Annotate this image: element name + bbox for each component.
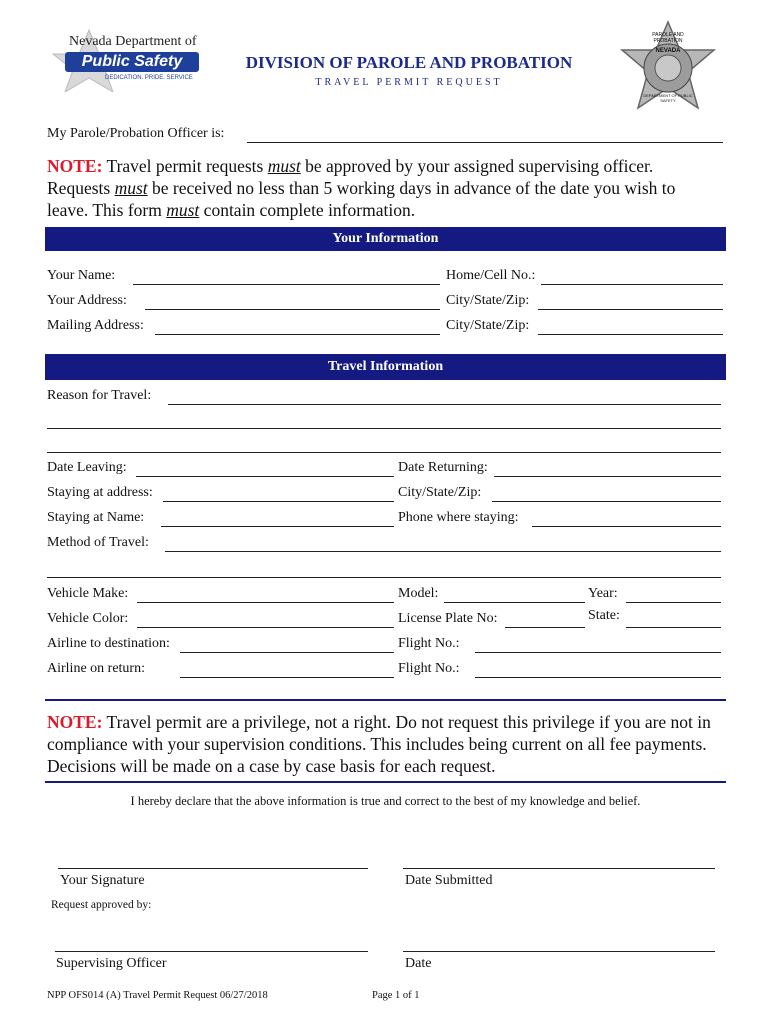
note-privilege: NOTE: Travel permit are a privilege, not a right. Do not request this privilege if you are not in compliance with your supervision conditions. This includes being current on all fee payments. Decisions will be made on a case by case basis for each request. xyxy=(47,712,711,776)
dps-logo xyxy=(45,28,205,92)
staying-address-label: Staying at address: xyxy=(47,485,153,500)
license-plate-label: License Plate No: xyxy=(398,611,498,626)
note-label: NOTE: xyxy=(47,156,103,176)
mailing-city-state-zip-field[interactable] xyxy=(538,334,723,335)
phone-staying-label: Phone where staying: xyxy=(398,510,519,525)
mailing-city-state-zip-label: City/State/Zip: xyxy=(446,318,530,333)
badge-bottom-text: DEPARTMENT OF PUBLIC SAFETY xyxy=(643,93,693,103)
flight-no-field[interactable] xyxy=(475,652,721,653)
mailing-address-field[interactable] xyxy=(155,334,440,335)
airline-destination-field[interactable] xyxy=(180,652,394,653)
state-field[interactable] xyxy=(626,627,721,628)
staying-name-field[interactable] xyxy=(161,526,394,527)
return-flight-no-field[interactable] xyxy=(475,677,721,678)
city-state-zip-label: City/State/Zip: xyxy=(446,293,530,308)
reason-field[interactable] xyxy=(168,404,721,405)
date-leaving-field[interactable] xyxy=(136,476,394,477)
staying-city-state-zip-field[interactable] xyxy=(492,501,721,502)
home-cell-field[interactable] xyxy=(541,284,723,285)
logo-top-text: Nevada Department of xyxy=(69,34,197,49)
page-number: Page 1 of 1 xyxy=(372,990,420,1001)
your-name-field[interactable] xyxy=(133,284,440,285)
date-submitted-field[interactable] xyxy=(403,868,715,869)
vehicle-color-label: Vehicle Color: xyxy=(47,611,129,626)
parole-badge xyxy=(618,20,718,118)
home-cell-label: Home/Cell No.: xyxy=(446,268,536,283)
airline-destination-label: Airline to destination: xyxy=(47,636,170,651)
supervising-officer-label: Supervising Officer xyxy=(56,956,167,971)
date-returning-field[interactable] xyxy=(494,476,721,477)
page-title: DIVISION OF PAROLE AND PROBATION xyxy=(245,53,573,72)
travel-information-header: Travel Information xyxy=(45,354,726,380)
mailing-address-label: Mailing Address: xyxy=(47,318,144,333)
badge-top-text: PAROLE AND PROBATION xyxy=(652,32,684,44)
date-returning-label: Date Returning: xyxy=(398,460,488,475)
badge-state-text: NEVADA xyxy=(655,48,681,54)
note2-label: NOTE: xyxy=(47,712,103,732)
your-signature-field[interactable] xyxy=(58,868,368,869)
form-id: NPP OFS014 (A) Travel Permit Request 06/27/2018 xyxy=(47,990,268,1001)
date-leaving-label: Date Leaving: xyxy=(47,460,127,475)
staying-name-label: Staying at Name: xyxy=(47,510,145,525)
section-divider xyxy=(45,699,726,701)
license-plate-field[interactable] xyxy=(505,627,585,628)
your-information-header: Your Information xyxy=(45,227,726,251)
logo-tagline: DEDICATION. PRIDE. SERVICE xyxy=(105,75,193,81)
model-field[interactable] xyxy=(444,602,585,603)
vehicle-make-label: Vehicle Make: xyxy=(47,586,129,601)
airline-return-field[interactable] xyxy=(180,677,394,678)
staying-address-field[interactable] xyxy=(163,501,394,502)
method-of-travel-field[interactable] xyxy=(165,551,721,552)
reason-field-line3[interactable] xyxy=(47,452,721,453)
reason-field-line2[interactable] xyxy=(47,428,721,429)
officer-label: My Parole/Probation Officer is: xyxy=(47,126,225,141)
supervising-officer-field[interactable] xyxy=(55,951,368,952)
declaration-text: I hereby declare that the above information is true and correct to the best of my knowledge and belief. xyxy=(130,794,641,808)
your-address-field[interactable] xyxy=(145,309,440,310)
approval-date-field[interactable] xyxy=(403,951,715,952)
approval-date-label: Date xyxy=(405,956,432,971)
method-of-travel-label: Method of Travel: xyxy=(47,535,149,550)
staying-city-state-zip-label: City/State/Zip: xyxy=(398,485,482,500)
note-requirements: NOTE: Travel permit requests must be approved by your assigned supervising officer. Requests must be received no less than 5 working days in advance of the date you wish to leave. This form must contain complete information. xyxy=(47,156,676,220)
logo-main-text: Public Safety xyxy=(65,52,199,72)
your-signature-label: Your Signature xyxy=(60,873,145,888)
year-field[interactable] xyxy=(626,602,721,603)
airline-return-label: Airline on return: xyxy=(47,661,145,676)
return-flight-no-label: Flight No.: xyxy=(398,661,460,676)
model-label: Model: xyxy=(398,586,439,601)
your-address-label: Your Address: xyxy=(47,293,127,308)
vehicle-color-field[interactable] xyxy=(137,627,394,628)
declaration-divider xyxy=(45,781,726,783)
flight-no-label: Flight No.: xyxy=(398,636,460,651)
officer-field[interactable] xyxy=(247,142,723,143)
year-label: Year: xyxy=(588,586,618,601)
method-of-travel-field-line2[interactable] xyxy=(47,577,721,578)
vehicle-make-field[interactable] xyxy=(137,602,394,603)
your-name-label: Your Name: xyxy=(47,268,116,283)
state-label: State: xyxy=(588,608,620,623)
reason-label: Reason for Travel: xyxy=(47,388,152,403)
page-subtitle: TRAVEL PERMIT REQUEST xyxy=(315,77,503,88)
approved-by-label: Request approved by: xyxy=(51,899,152,911)
phone-staying-field[interactable] xyxy=(532,526,721,527)
city-state-zip-field[interactable] xyxy=(538,309,723,310)
date-submitted-label: Date Submitted xyxy=(405,873,493,888)
